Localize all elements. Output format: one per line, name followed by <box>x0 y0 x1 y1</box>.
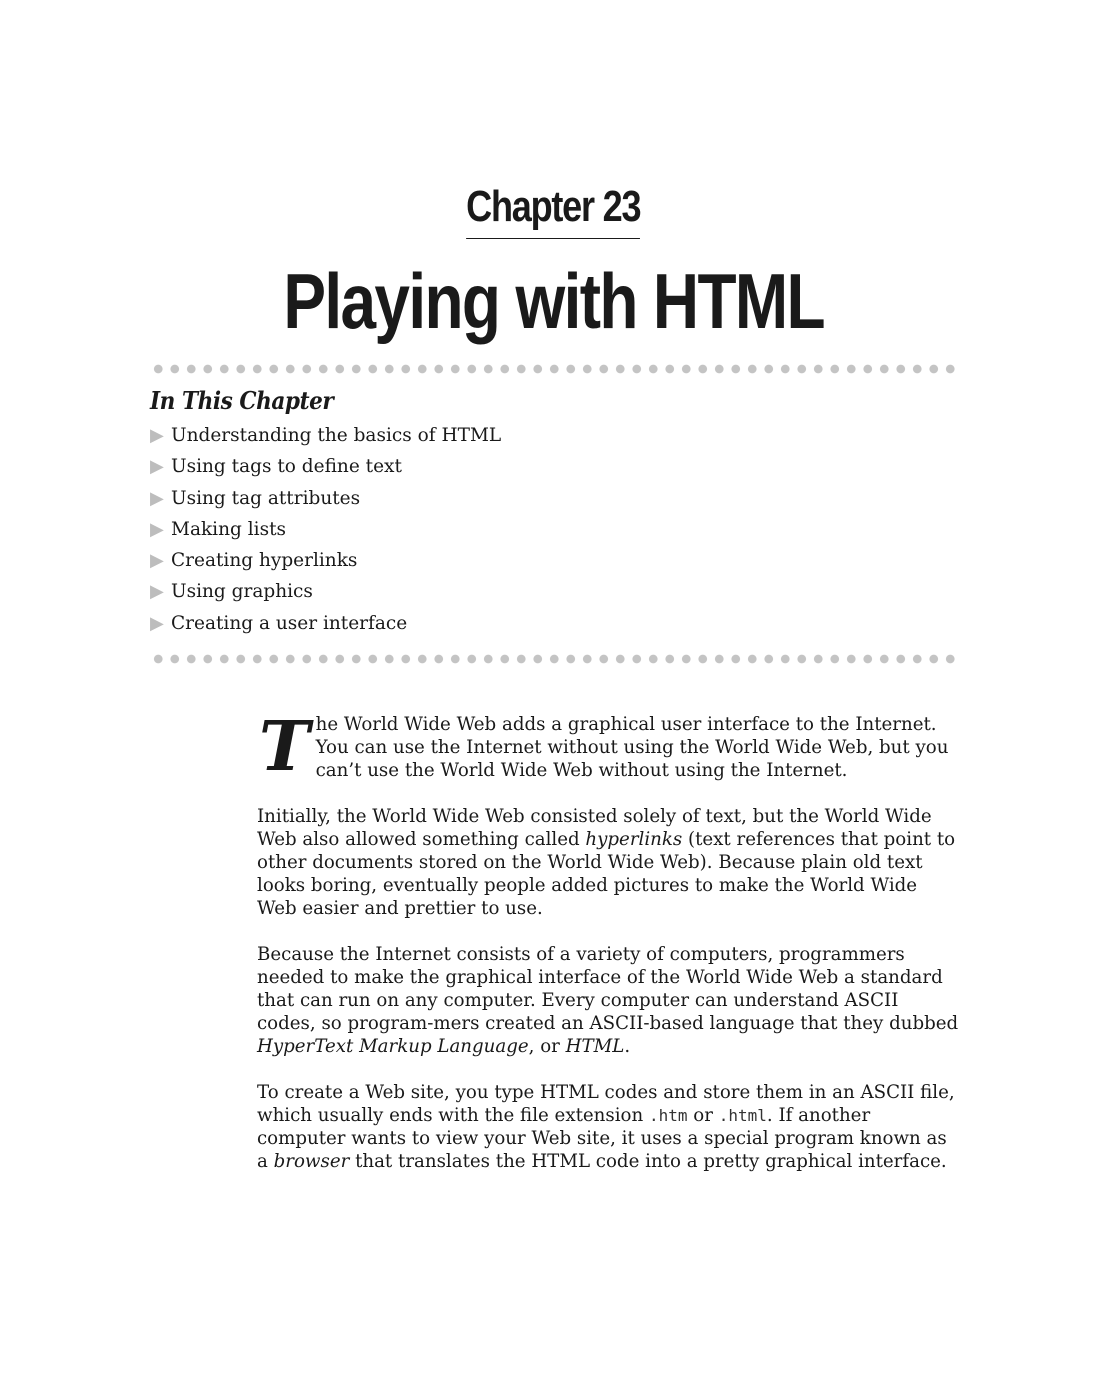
arrow-bullet-icon: ▶ <box>150 456 164 478</box>
paragraph-text: he World Wide Web adds a graphical user interface to the Internet. You can use the Internet without using the World Wide Web, but you can’t use the World Wide Web without using the Internet. <box>315 714 949 781</box>
dotted-divider-bottom <box>150 654 958 664</box>
paragraph-text: that translates the HTML code into a pretty graphical interface. <box>349 1151 947 1172</box>
topic-text: Making lists <box>171 518 286 540</box>
topic-text: Creating a user interface <box>171 612 408 634</box>
list-item <box>150 609 501 640</box>
paragraph-text: or <box>687 1105 719 1126</box>
list-item <box>150 546 501 577</box>
topic-text: Using graphics <box>171 581 313 603</box>
list-item <box>150 484 501 515</box>
chapter-number <box>0 178 1107 239</box>
topic-text: Understanding the basics of HTML <box>171 425 502 446</box>
list-item <box>150 421 501 452</box>
chapter-number-text: Chapter 23 <box>466 178 640 239</box>
paragraph-intro <box>257 707 959 787</box>
topic-text: Creating hyperlinks <box>171 550 358 572</box>
emphasis-term: browser <box>273 1151 350 1172</box>
paragraph-html-origin <box>257 943 959 1058</box>
emphasis-term: hyperlinks <box>585 829 683 850</box>
list-item <box>150 515 501 546</box>
arrow-bullet-icon: ▶ <box>150 550 164 572</box>
paragraph-text: To create a Web site, you type HTML codes and store them in an ASCII file, which usually ends with the file extension <box>257 1082 955 1126</box>
emphasis-term: HTML <box>565 1036 625 1057</box>
paragraph-text: . <box>624 1036 631 1057</box>
in-this-chapter-heading: In This Chapter <box>150 386 334 415</box>
body-text <box>257 707 959 1196</box>
code-extension: .html <box>718 1106 767 1125</box>
paragraph-text: (text references that point to other documents stored on the World Wide Web). Because plain old text looks boring, eventually people added pictures to make the World Wide Web easier and prettier to use. <box>257 829 956 919</box>
chapter-title-text: Playing with HTML <box>283 257 824 345</box>
arrow-bullet-icon: ▶ <box>150 425 164 446</box>
chapter-title <box>0 256 1107 346</box>
arrow-bullet-icon: ▶ <box>150 612 164 634</box>
chapter-topics-list <box>150 421 501 640</box>
dotted-divider-top <box>150 364 958 374</box>
drop-cap: T <box>259 707 310 787</box>
topic-text: Using tags to define text <box>171 456 402 478</box>
arrow-bullet-icon: ▶ <box>150 487 164 509</box>
paragraph-text: Because the Internet consists of a variety of computers, programmers needed to make the graphical interface of the World Wide Web a standard that can run on any computer. Every computer can understand ASCII codes, so program-mers created an ASCII-based language that they dubbed <box>257 944 959 1034</box>
topic-text: Using tag attributes <box>171 487 361 509</box>
paragraph-text: . If another computer wants to view your Web site, it uses a special program known as a <box>257 1105 947 1172</box>
paragraph-hyperlinks <box>257 805 959 920</box>
paragraph-text: Initially, the World Wide Web consisted solely of text, but the World Wide Web also allowed something called <box>257 806 932 850</box>
list-item <box>150 577 501 608</box>
code-extension: .htm <box>648 1106 688 1125</box>
paragraph-text: , or <box>528 1036 566 1057</box>
list-item <box>150 452 501 483</box>
arrow-bullet-icon: ▶ <box>150 518 164 540</box>
arrow-bullet-icon: ▶ <box>150 581 164 603</box>
paragraph-web-site <box>257 1081 959 1173</box>
emphasis-term: HyperText Markup Language <box>257 1036 529 1057</box>
